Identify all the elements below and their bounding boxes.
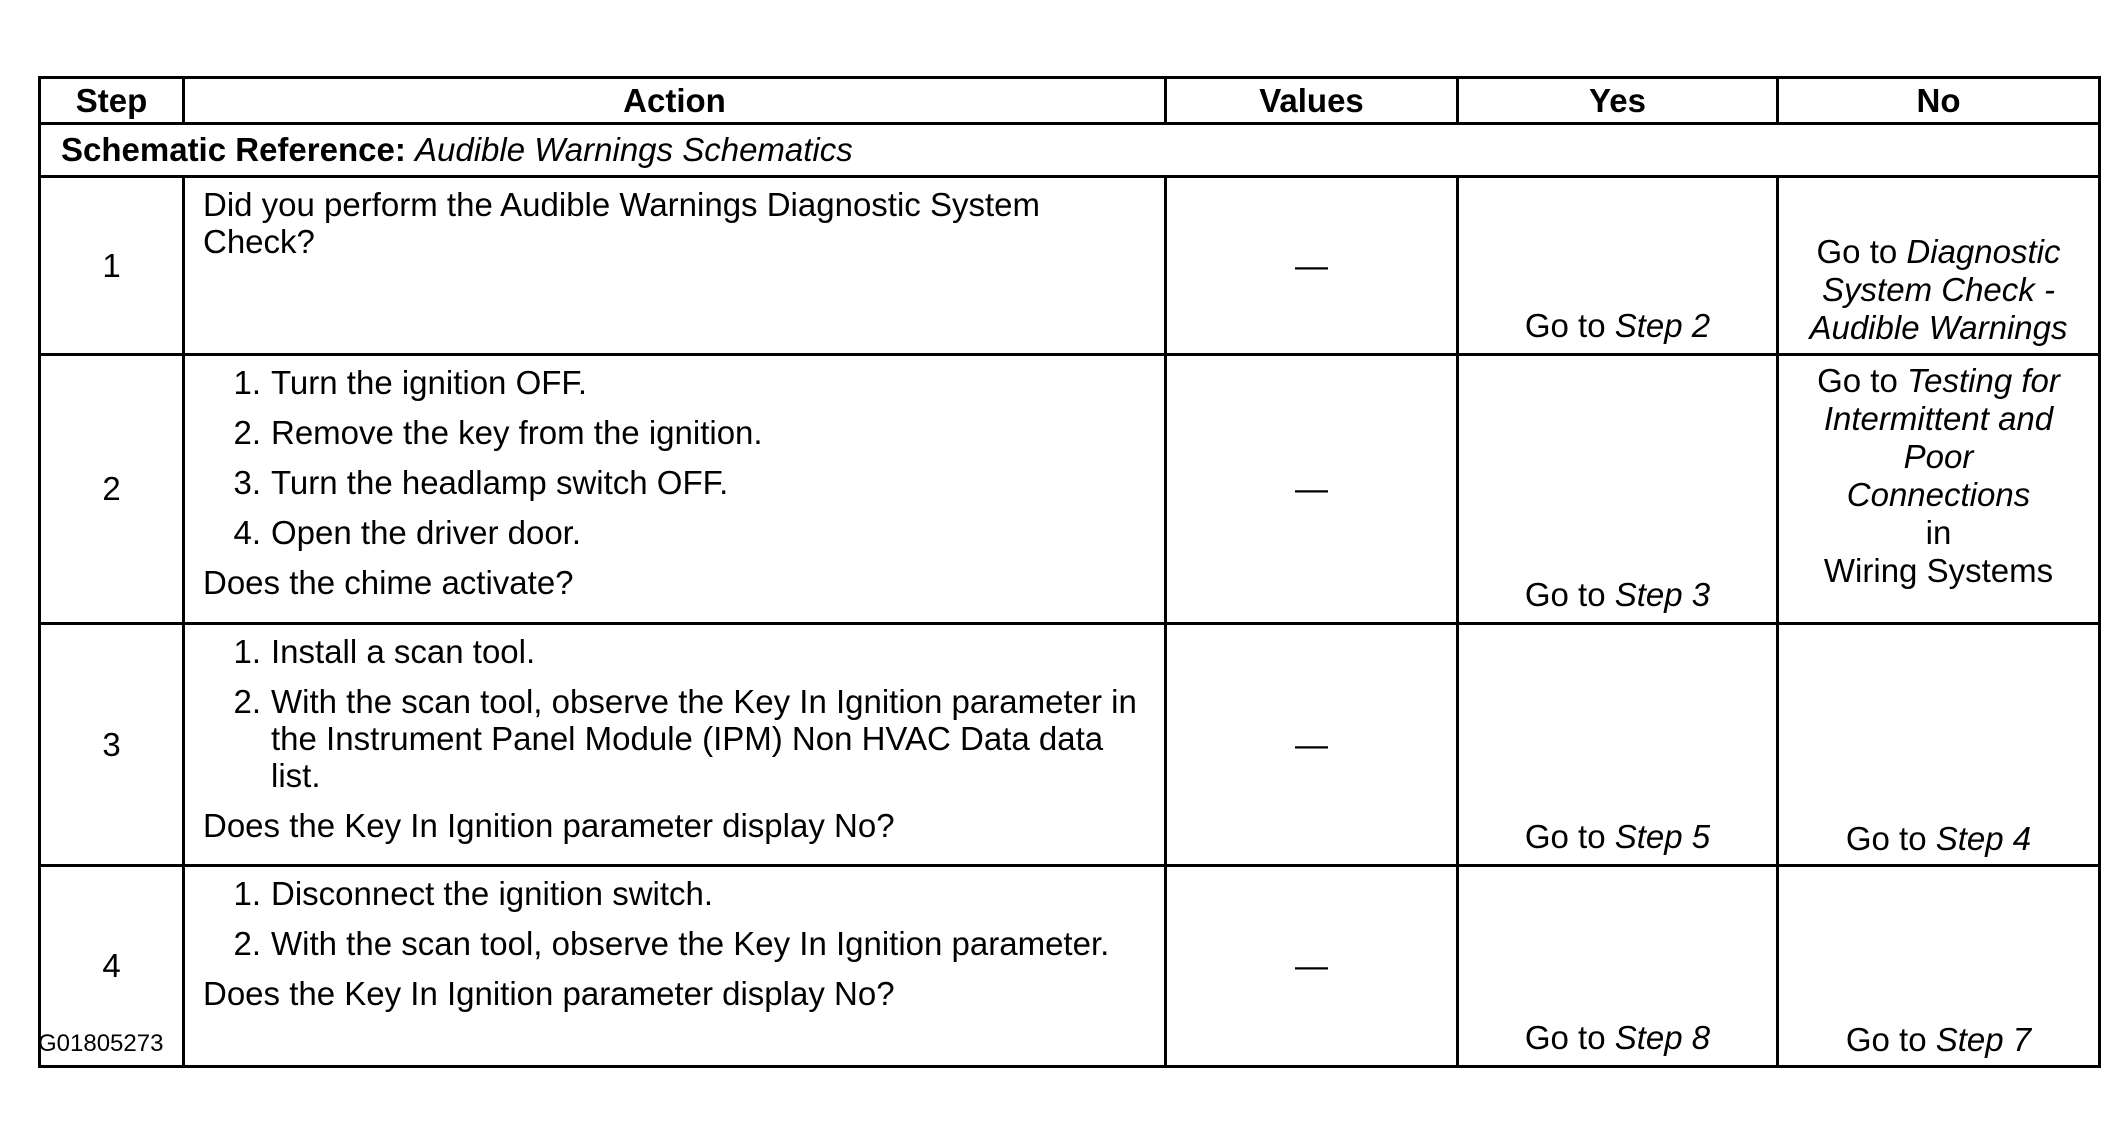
header-step: Step [40, 78, 184, 124]
no-prefix: Go to [1845, 820, 1927, 857]
figure-id: G01805273 [38, 1030, 164, 1057]
action-cell [184, 177, 1166, 355]
action-step [203, 364, 1146, 401]
action-step [203, 414, 1146, 451]
no-step-link[interactable]: Step 7 [1935, 1021, 2032, 1058]
no-link[interactable]: Testing for [1907, 362, 2060, 399]
no-link[interactable]: Poor [1903, 438, 1974, 475]
action-step-number: 2. [233, 683, 261, 720]
action-step-number: 1. [233, 633, 261, 670]
action-step-text: Turn the headlamp switch OFF. [271, 464, 729, 501]
no-cell [1778, 177, 2100, 355]
yes-step-link[interactable]: Step 2 [1614, 307, 1711, 344]
action-step-text: With the scan tool, observe the Key In Ignition parameter in the Instrument Panel Module (IPM) Non HVAC Data data list. [271, 683, 1137, 794]
action-cell [184, 624, 1166, 866]
yes-prefix: Go to [1524, 576, 1606, 613]
action-step [203, 514, 1146, 551]
action-step-text: Open the driver door. [271, 514, 582, 551]
action-steps-list [203, 875, 1146, 962]
action-step [203, 633, 1146, 670]
no-link[interactable]: Diagnostic [1906, 233, 2061, 270]
no-section-text: Wiring Systems [1823, 552, 2054, 589]
action-step-number: 4. [233, 514, 261, 551]
action-cell [184, 866, 1166, 1067]
action-steps-list [203, 364, 1146, 551]
no-cell [1778, 355, 2100, 624]
action-step [203, 683, 1146, 794]
diagnostic-table [38, 76, 2101, 1068]
action-question: Did you perform the Audible Warnings Diagnostic System Check? [203, 186, 1040, 260]
action-question: Does the chime activate? [203, 564, 574, 601]
no-link[interactable]: Audible Warnings [1809, 309, 2068, 346]
values-cell: — [1166, 624, 1458, 866]
action-step-number: 1. [233, 364, 261, 401]
header-no: No [1778, 78, 2100, 124]
yes-cell [1458, 624, 1778, 866]
table-row-step-2 [40, 355, 2100, 624]
header-action: Action [184, 78, 1166, 124]
no-prefix: Go to [1816, 233, 1898, 270]
yes-prefix: Go to [1524, 1019, 1606, 1056]
no-link[interactable]: Connections [1846, 476, 2031, 513]
no-cell [1778, 866, 2100, 1067]
step-number: 1 [40, 177, 184, 355]
action-step-text: Turn the ignition OFF. [271, 364, 588, 401]
step-number: 4 [40, 866, 184, 1067]
header-row [40, 78, 2100, 124]
header-values: Values [1166, 78, 1458, 124]
yes-cell [1458, 866, 1778, 1067]
table-row-step-3 [40, 624, 2100, 866]
action-step [203, 925, 1146, 962]
values-cell: — [1166, 866, 1458, 1067]
action-cell [184, 355, 1166, 624]
schematic-reference [40, 124, 2100, 177]
values-cell: — [1166, 355, 1458, 624]
schematic-reference-row [40, 124, 2100, 177]
action-step-number: 2. [233, 414, 261, 451]
action-step-text: Disconnect the ignition switch. [271, 875, 714, 912]
header-yes: Yes [1458, 78, 1778, 124]
action-step [203, 464, 1146, 501]
action-step-number: 2. [233, 925, 261, 962]
step-number: 2 [40, 355, 184, 624]
yes-prefix: Go to [1524, 818, 1606, 855]
yes-cell [1458, 355, 1778, 624]
schematic-reference-label: Schematic Reference: [61, 131, 406, 168]
no-link[interactable]: Intermittent and [1823, 400, 2054, 437]
table-row-step-4 [40, 866, 2100, 1067]
action-question: Does the Key In Ignition parameter display No? [203, 975, 895, 1012]
no-prefix: Go to [1845, 1021, 1927, 1058]
no-link[interactable]: System Check - [1822, 271, 2055, 308]
no-step-link[interactable]: Step 4 [1935, 820, 2032, 857]
action-step-text: Install a scan tool. [271, 633, 536, 670]
action-steps-list [203, 633, 1146, 794]
yes-cell [1458, 177, 1778, 355]
yes-prefix: Go to [1524, 307, 1606, 344]
no-in-text: in [1925, 514, 1952, 551]
schematic-reference-link[interactable]: Audible Warnings Schematics [415, 131, 853, 168]
no-prefix: Go to [1817, 362, 1898, 399]
action-step [203, 875, 1146, 912]
yes-step-link[interactable]: Step 3 [1614, 576, 1711, 613]
yes-step-link[interactable]: Step 5 [1614, 818, 1711, 855]
no-cell [1778, 624, 2100, 866]
action-step-text: Remove the key from the ignition. [271, 414, 763, 451]
step-number: 3 [40, 624, 184, 866]
yes-step-link[interactable]: Step 8 [1614, 1019, 1711, 1056]
action-question: Does the Key In Ignition parameter display No? [203, 807, 895, 844]
action-step-number: 1. [233, 875, 261, 912]
action-step-number: 3. [233, 464, 261, 501]
table-row-step-1 [40, 177, 2100, 355]
action-step-text: With the scan tool, observe the Key In Ignition parameter. [271, 925, 1110, 962]
values-cell: — [1166, 177, 1458, 355]
